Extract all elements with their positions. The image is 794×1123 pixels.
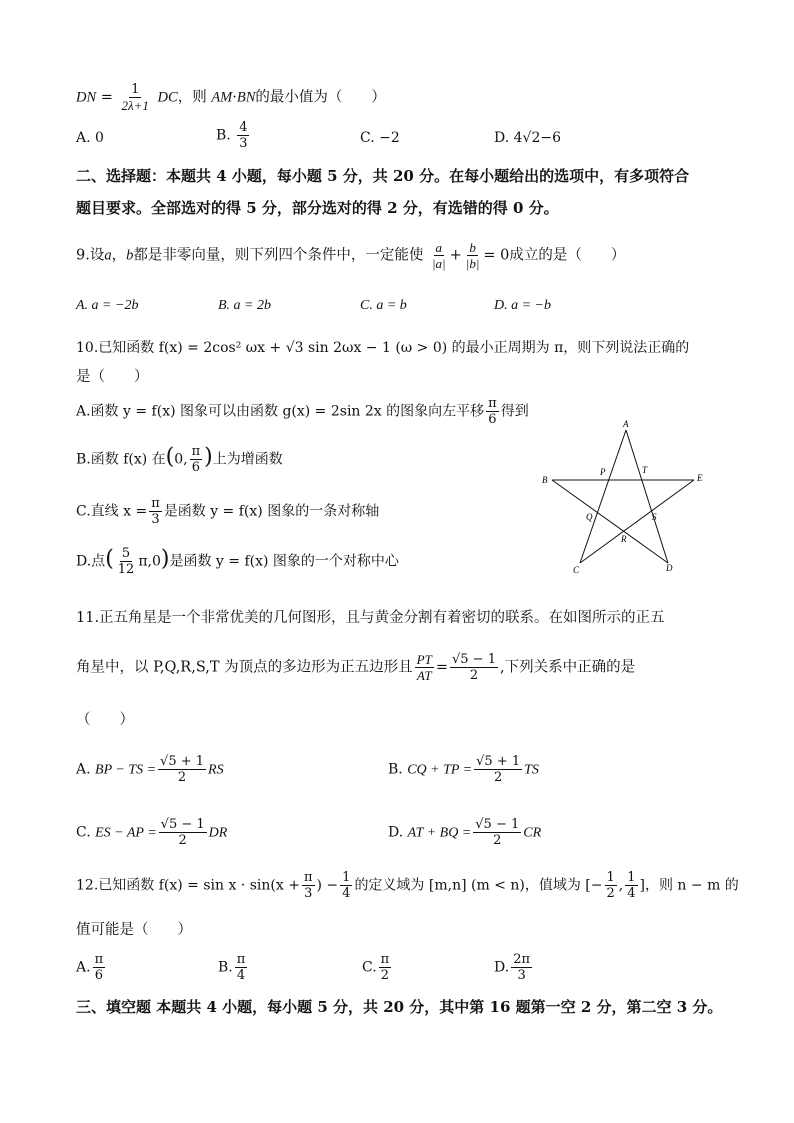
q9-stem: 9.设a，b都是非零向量，则下列四个条件中，一定能使 $\frac{a}{|a|}$ + $\frac{b}{|b|}$ = 0成立的是（ ） <box>76 240 626 271</box>
q9-option-a[interactable]: A. a = −2b <box>76 298 139 313</box>
q8-option-b[interactable]: B. $\frac{4}{3}$ <box>216 120 248 151</box>
q12-stem-line1: 12.已知函数 f(x) = sin x · sin(x + $\frac{\pi}{3}$ ) − $\frac{1}{4}$ 的定义域为 [m,n] (m < n)，值域为 [− $\frac{1}{2}$ , $\frac{1}{4}$ ]，则 n − m 的 <box>76 870 739 901</box>
label-q: Q <box>586 512 593 522</box>
q11-paren: （ ） <box>76 712 134 728</box>
q10-stem-line2: 是（ ） <box>76 369 149 385</box>
q9-option-c[interactable]: C. a = b <box>360 298 407 313</box>
q10-option-d[interactable]: D.点( $\frac{5}{12}$ π,0)是函数 y = f(x) 图象的一个对称中心 <box>76 546 399 577</box>
q8-option-a[interactable]: A. 0 <box>76 130 104 146</box>
q10-option-b[interactable]: B.函数 f(x) 在(0, $\frac{\pi}{6}$ )上为增函数 <box>76 444 283 475</box>
label-b: B <box>542 475 548 485</box>
pentagram-figure <box>530 418 720 578</box>
section2-heading-line1: 二、选择题：本题共 4 小题，每小题 5 分，共 20 分。在每小题给出的选项中，有多项符合 <box>76 167 690 185</box>
q12-option-c[interactable]: C. $\frac{\pi}{2}$ <box>362 952 390 983</box>
q11-option-b[interactable]: B. CQ + TP = $\frac{√5 + 1}{2}$ TS <box>388 754 539 785</box>
q8-option-d[interactable]: D. 4√2−6 <box>494 130 561 146</box>
q11-option-a[interactable]: A. BP − TS = $\frac{√5 + 1}{2}$ RS <box>76 754 224 785</box>
q10-option-a[interactable]: A.函数 y = f(x) 图象可以由函数 g(x) = 2sin 2x 的图象向左平移 $\frac{\pi}{6}$ 得到 <box>76 396 529 427</box>
section3-heading: 三、填空题 本题共 4 小题，每小题 5 分，共 20 分，其中第 16 题第一空 2 分，第二空 3 分。 <box>76 998 723 1016</box>
q12-option-d[interactable]: D. $\frac{2\pi}{3}$ <box>494 952 531 983</box>
q11-stem-line1: 11.正五角星是一个非常优美的几何图形，且与黄金分割有着密切的联系。在如图所示的正五 <box>76 610 665 626</box>
q8-vec-dc: DC <box>157 89 178 106</box>
q12-option-a[interactable]: A. $\frac{\pi}{6}$ <box>76 952 104 983</box>
q9-option-d[interactable]: D. a = −b <box>494 298 552 313</box>
q10-stem-line1: 10.已知函数 f(x) = 2cos² ωx + √3 sin 2ωx − 1 (ω > 0) 的最小正周期为 π，则下列说法正确的 <box>76 340 690 356</box>
star-edge-a-c <box>580 430 626 563</box>
q9-option-b[interactable]: B. a = 2b <box>218 298 271 313</box>
label-c: C <box>573 565 580 575</box>
star-edge-a-d <box>626 430 668 563</box>
label-s: S <box>652 512 657 522</box>
section2-heading-line2: 题目要求。全部选对的得 5 分，部分选对的得 2 分，有选错的得 0 分。 <box>76 199 559 217</box>
q8-vec-dn: DN <box>76 89 97 106</box>
q11-option-c[interactable]: C. ES − AP = $\frac{√5 - 1}{2}$ DR <box>76 817 228 848</box>
q12-option-b[interactable]: B. $\frac{\pi}{4}$ <box>218 952 246 983</box>
label-t: T <box>642 465 648 475</box>
star-edge-e-c <box>580 480 694 563</box>
q11-option-d[interactable]: D. AT + BQ = $\frac{√5 - 1}{2}$ CR <box>388 817 542 848</box>
star-edge-b-d <box>552 480 668 563</box>
label-d: D <box>666 563 673 573</box>
label-e: E <box>697 473 703 483</box>
q8-fraction: $\frac{1}{2\lambda+1}$ <box>121 82 149 113</box>
q12-stem-line2: 值可能是（ ） <box>76 922 192 938</box>
q8-option-c[interactable]: C. −2 <box>360 130 400 146</box>
label-a: A <box>623 419 629 429</box>
q11-stem-line2: 角星中，以 P,Q,R,S,T 为顶点的多边形为正五边形且 $\frac{PT}{AT}$ = $\frac{√5 - 1}{2}$ ,下列关系中正确的是 <box>76 652 636 683</box>
label-r: R <box>621 534 627 544</box>
q10-option-c[interactable]: C.直线 x = $\frac{\pi}{3}$ 是函数 y = f(x) 图象的一条对称轴 <box>76 496 380 527</box>
q8-condition: DN = $\frac{1}{2\lambda+1}$ DC，则 AM·BN的最小值为（ ） <box>76 82 386 113</box>
label-p: P <box>600 467 606 477</box>
